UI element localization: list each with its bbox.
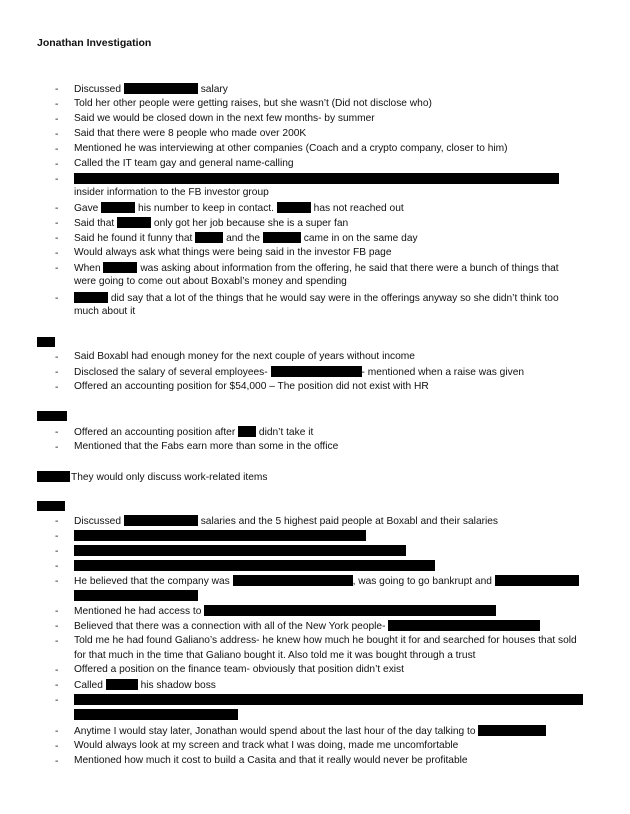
list-item: Disclosed the salary of several employees- - mentioned when a raise was given (74, 367, 525, 378)
redaction-bar (124, 83, 198, 94)
redacted-heading (37, 411, 67, 421)
redaction-bar (74, 292, 108, 303)
redaction-bar (117, 217, 151, 228)
bullet-dash: - (55, 174, 59, 185)
list-item: Would always look at my screen and track what I was doing, made me uncomfortable (74, 740, 459, 751)
list-item-continuation: for that much in the time that Galiano bought it. Also told me it was bought through a trust (74, 650, 476, 661)
list-item: When was asking about information from the offering, he said that there were a bunch of things that (74, 263, 559, 274)
redaction-bar (478, 725, 546, 736)
list-item: Offered an accounting position for $54,000 – The position did not exist with HR (74, 381, 429, 392)
list-item-continuation: were going to come out about Boxabl’s money and spending (74, 276, 347, 287)
bullet-dash: - (55, 352, 59, 363)
list-item: Called his shadow boss (74, 680, 216, 691)
bullet-dash: - (55, 144, 59, 155)
redaction-bar (263, 232, 301, 243)
list-item: Said that only got her job because she is a super fan (74, 218, 349, 229)
redaction-bar (74, 173, 559, 184)
list-item: Offered a position on the finance team- obviously that position didn’t exist (74, 664, 404, 675)
bullet-dash: - (55, 546, 59, 557)
list-item: Anytime I would stay later, Jonathan would spend about the last hour of the day talking to (74, 725, 546, 738)
redacted-heading (37, 337, 55, 347)
list-item: Offered an accounting position after didn’t take it (74, 427, 314, 438)
bullet-dash: - (55, 695, 59, 706)
redaction-bar (74, 545, 406, 556)
redaction-bar (495, 575, 579, 586)
list-item: did say that a lot of the things that he would say were in the offerings anyway so she didn’t think too (74, 292, 559, 305)
bullet-dash: - (55, 233, 59, 244)
list-item-continuation: insider information to the FB investor group (74, 187, 269, 198)
list-item: Mentioned he was interviewing at other companies (Coach and a crypto company, closer to him) (74, 143, 508, 154)
redaction-bar (238, 426, 256, 437)
bullet-dash: - (55, 114, 59, 125)
bullet-dash: - (55, 442, 59, 453)
redaction-bar (277, 202, 311, 213)
bullet-dash: - (55, 606, 59, 617)
bullet-dash: - (55, 680, 59, 691)
redaction-bar (271, 366, 362, 377)
bullet-dash: - (55, 756, 59, 767)
list-item: Said he found it funny that and the came in on the same day (74, 233, 418, 244)
section-note: They would only discuss work-related items (37, 471, 267, 484)
bullet-dash: - (55, 516, 59, 527)
bullet-dash: - (55, 248, 59, 259)
redaction-bar (204, 605, 496, 616)
bullet-dash: - (55, 159, 59, 170)
list-item: Said we would be closed down in the next few months- by summer (74, 113, 375, 124)
bullet-dash: - (55, 636, 59, 647)
document-title: Jonathan Investigation (37, 37, 152, 49)
redaction-bar (74, 530, 366, 541)
list-item: He believed that the company was , was going to go bankrupt and (74, 575, 579, 588)
list-item: Gave his number to keep in contact. has not reached out (74, 203, 404, 214)
redaction-bar (195, 232, 223, 243)
redaction-bar (101, 202, 135, 213)
list-item: Would always ask what things were being said in the investor FB page (74, 247, 392, 258)
bullet-dash: - (55, 531, 59, 542)
list-item: Mentioned that the Fabs earn more than some in the office (74, 441, 339, 452)
redaction-bar (74, 560, 435, 571)
list-item: Mentioned how much it cost to build a Casita and that it really would never be profitable (74, 755, 468, 766)
list-item: Called the IT team gay and general name-calling (74, 158, 294, 169)
list-item-continuation: much about it (74, 306, 136, 317)
bullet-dash: - (55, 218, 59, 229)
list-item: Told me he had found Galiano’s address- he knew how much he bought it for and searched for houses that sold (74, 635, 577, 646)
list-item: Mentioned he had access to (74, 605, 496, 618)
list-item: Said that there were 8 people who made over 200K (74, 128, 307, 139)
redaction-bar (388, 620, 540, 631)
bullet-dash: - (55, 382, 59, 393)
redaction-bar (37, 471, 70, 482)
redaction-bar (233, 575, 353, 586)
bullet-dash: - (55, 741, 59, 752)
bullet-dash: - (55, 263, 59, 274)
bullet-dash: - (55, 621, 59, 632)
bullet-dash: - (55, 293, 59, 304)
list-item: Said Boxabl had enough money for the next couple of years without income (74, 351, 415, 362)
bullet-dash: - (55, 561, 59, 572)
bullet-dash: - (55, 203, 59, 214)
redaction-bar (103, 262, 137, 273)
redacted-heading (37, 501, 65, 511)
bullet-dash: - (55, 84, 59, 95)
redaction-bar (74, 694, 583, 705)
redaction-bar (74, 590, 198, 601)
bullet-dash: - (55, 99, 59, 110)
bullet-dash: - (55, 576, 59, 587)
bullet-dash: - (55, 129, 59, 140)
redaction-bar (106, 679, 138, 690)
list-item: Discussed salaries and the 5 highest paid people at Boxabl and their salaries (74, 516, 499, 527)
list-item: Told her other people were getting raises, but she wasn’t (Did not disclose who) (74, 98, 432, 109)
bullet-dash: - (55, 726, 59, 737)
bullet-dash: - (55, 367, 59, 378)
list-item: Discussed salary (74, 84, 228, 95)
list-item: Believed that there was a connection with all of the New York people- (74, 620, 540, 633)
redaction-bar (74, 709, 238, 720)
bullet-dash: - (55, 665, 59, 676)
bullet-dash: - (55, 427, 59, 438)
redaction-bar (124, 515, 198, 526)
